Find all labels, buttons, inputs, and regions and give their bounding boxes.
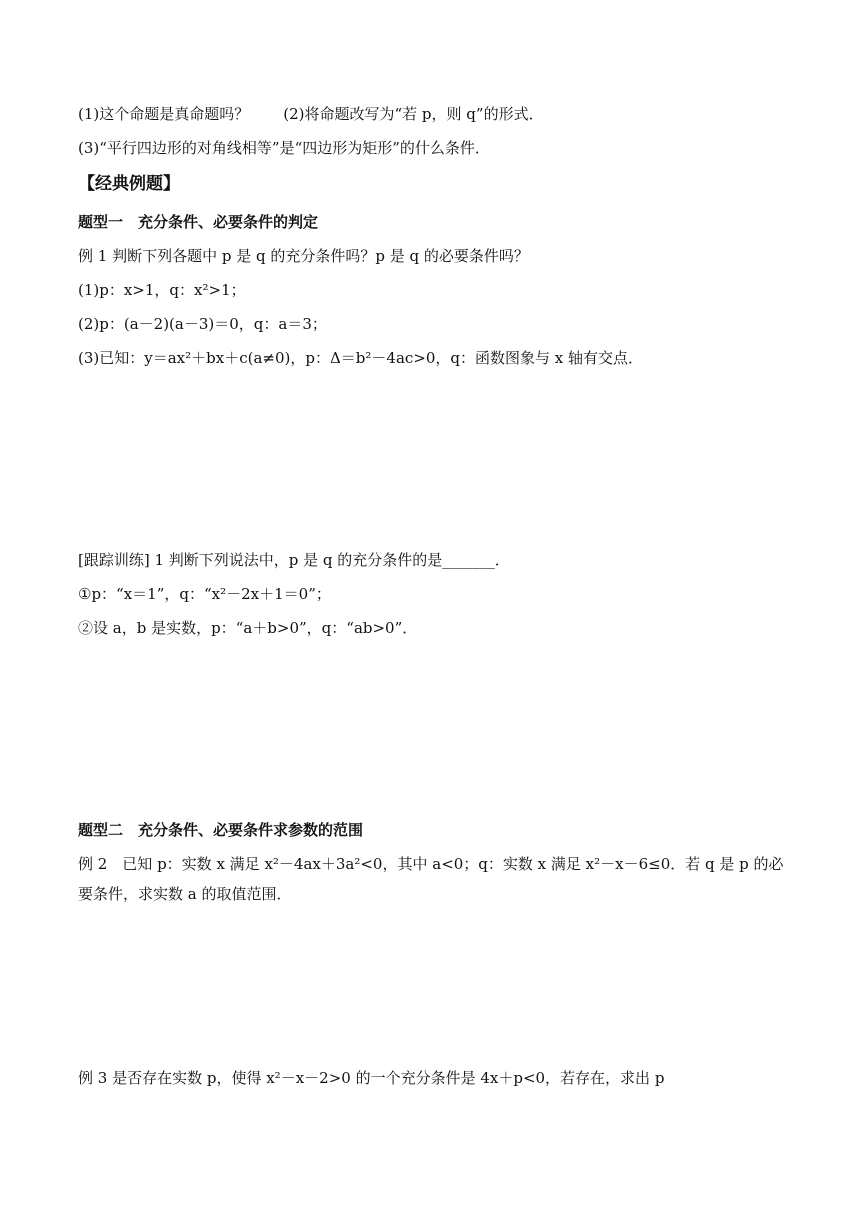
tracking-exercise-item-1: ①p：“x＝1”，q：“x²－2x＋1＝0”； [78, 585, 331, 603]
example-1-item-1: (1)p：x>1，q：x²>1； [78, 281, 246, 299]
tracking-exercise-item-2: ②设 a，b 是实数，p：“a＋b>0”，q：“ab>0”． [78, 619, 418, 637]
example-1-item-3: (3)已知：y＝ax²＋bx＋c(a≠0)，p：Δ＝b²－4ac>0，q：函数图象与 x 轴有交点． [78, 349, 644, 367]
type-two-title: 题型二 充分条件、必要条件求参数的范围 [78, 821, 364, 839]
tracking-exercise-stem: [跟踪训练] 1 判断下列说法中，p 是 q 的充分条件的是_______． [78, 551, 510, 569]
intro-question-3: (3)“平行四边形的对角线相等”是“四边形为矩形”的什么条件． [78, 139, 490, 157]
intro-question-2: (2)将命题改写为“若 p，则 q”的形式． [283, 105, 544, 123]
example-3-text: 例 3 是否存在实数 p，使得 x²－x－2>0 的一个充分条件是 4x＋p<0，若存在，求出 p [78, 1069, 665, 1087]
intro-questions-row [78, 104, 544, 124]
type-one-title: 题型一 充分条件、必要条件的判定 [78, 213, 319, 231]
intro-question-1: (1)这个命题是真命题吗？ [78, 105, 250, 123]
section-title: 【经典例题】 [78, 174, 180, 194]
example-1-stem: 例 1 判断下列各题中 p 是 q 的充分条件吗？p 是 q 的必要条件吗？ [78, 247, 529, 265]
example-2-text: 例 2 已知 p：实数 x 满足 x²－4ax＋3a²<0，其中 a<0；q：实数 x 满足 x²－x－6≤0．若 q 是 p 的必要条件，求实数 a 的取值范围． [78, 855, 784, 903]
example-1-item-2: (2)p：(a－2)(a－3)＝0，q：a＝3； [78, 315, 327, 333]
